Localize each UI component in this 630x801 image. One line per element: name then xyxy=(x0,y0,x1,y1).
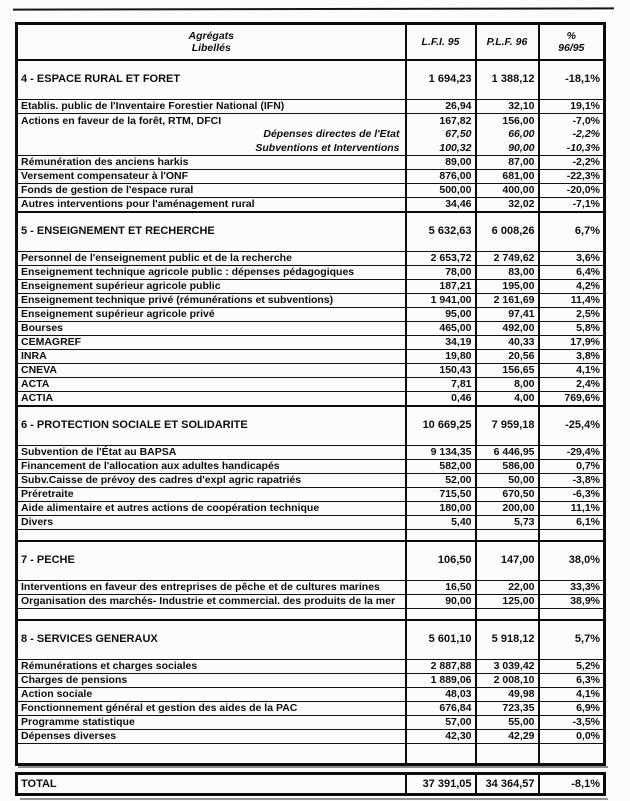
detail-row xyxy=(17,581,605,595)
detail-row xyxy=(17,702,605,716)
detail-row xyxy=(17,660,605,674)
row-lfi-value: 0,46 xyxy=(406,392,476,406)
row-plf-value: 66,00 xyxy=(476,128,539,142)
row-pct-value: 11,4% xyxy=(539,294,605,308)
section-title: 5 - ENSEIGNEMENT ET RECHERCHE xyxy=(17,212,406,252)
row-plf-value: 83,00 xyxy=(476,266,539,280)
row-lfi-value: 582,00 xyxy=(406,460,476,474)
budget-table-header xyxy=(17,24,605,60)
empty-cell xyxy=(406,744,476,765)
row-lfi-value: 100,32 xyxy=(406,142,476,156)
row-pct-value: 19,1% xyxy=(539,100,605,114)
row-plf-value: 22,00 xyxy=(476,581,539,595)
empty-cell xyxy=(539,744,605,765)
row-pct-value: -20,0% xyxy=(539,184,605,198)
row-lfi-value: 26,94 xyxy=(406,100,476,114)
row-pct-value: 0,0% xyxy=(539,730,605,744)
row-pct-value: 38,9% xyxy=(539,595,605,609)
section-pct-value: 5,7% xyxy=(539,620,605,660)
row-lfi-value: 7,81 xyxy=(406,378,476,392)
row-plf-value: 42,29 xyxy=(476,730,539,744)
detail-row xyxy=(17,184,605,198)
column-header-lfi-95: L.F.I. 95 xyxy=(406,24,476,60)
empty-cell xyxy=(476,744,539,765)
section-lfi-value: 5 601,10 xyxy=(406,620,476,660)
row-pct-value: -3,5% xyxy=(539,716,605,730)
spacer-cell xyxy=(17,530,406,541)
row-lfi-value: 95,00 xyxy=(406,308,476,322)
row-lfi-value: 876,00 xyxy=(406,170,476,184)
detail-row xyxy=(17,322,605,336)
section-plf-value: 1 388,12 xyxy=(476,60,539,100)
row-lfi-value: 34,46 xyxy=(406,198,476,212)
row-label: ACTA xyxy=(17,378,406,392)
row-plf-value: 156,65 xyxy=(476,364,539,378)
detail-row xyxy=(17,516,605,530)
spacer-row xyxy=(17,609,605,620)
row-lfi-value: 67,50 xyxy=(406,128,476,142)
row-plf-value: 723,35 xyxy=(476,702,539,716)
row-pct-value: 4,1% xyxy=(539,688,605,702)
row-pct-value: 2,4% xyxy=(539,378,605,392)
row-pct-value: 6,1% xyxy=(539,516,605,530)
section-header-row xyxy=(17,620,605,660)
row-label: Dépenses diverses xyxy=(17,730,406,744)
row-label: Charges de pensions xyxy=(17,674,406,688)
row-lfi-value: 2 887,88 xyxy=(406,660,476,674)
row-pct-value: 769,6% xyxy=(539,392,605,406)
row-label: Subv.Caisse de prévoy des cadres d'expl agric rapatriés xyxy=(17,474,406,488)
section-title: 6 - PROTECTION SOCIALE ET SOLIDARITE xyxy=(17,406,406,446)
spacer-cell xyxy=(406,609,476,620)
row-plf-value: 40,33 xyxy=(476,336,539,350)
row-pct-value: -6,3% xyxy=(539,488,605,502)
row-label: Versement compensateur à l'ONF xyxy=(17,170,406,184)
row-plf-value: 6 446,95 xyxy=(476,446,539,460)
row-label: INRA xyxy=(17,350,406,364)
budget-table xyxy=(15,22,606,766)
detail-row xyxy=(17,460,605,474)
row-label: CNEVA xyxy=(17,364,406,378)
section-plf-value: 6 008,26 xyxy=(476,212,539,252)
row-pct-value: -7,0% xyxy=(539,114,605,128)
row-plf-value: 586,00 xyxy=(476,460,539,474)
row-plf-value: 20,56 xyxy=(476,350,539,364)
detail-row xyxy=(17,280,605,294)
total-lfi-value: 37 391,05 xyxy=(406,774,476,795)
row-label: Rémunérations et charges sociales xyxy=(17,660,406,674)
row-pct-value: 3,6% xyxy=(539,252,605,266)
row-plf-value: 2 749,62 xyxy=(476,252,539,266)
detail-row xyxy=(17,502,605,516)
empty-cell xyxy=(17,744,406,765)
total-plf-value: 34 364,57 xyxy=(476,774,539,795)
row-lfi-value: 78,00 xyxy=(406,266,476,280)
row-label: Dépenses directes de l'Etat xyxy=(17,128,406,142)
row-plf-value: 32,10 xyxy=(476,100,539,114)
row-pct-value: -2,2% xyxy=(539,156,605,170)
row-label: Fonctionnement général et gestion des aides de la PAC xyxy=(17,702,406,716)
row-label: Subventions et Interventions xyxy=(17,142,406,156)
detail-row xyxy=(17,716,605,730)
row-label: Enseignement supérieur agricole public xyxy=(17,280,406,294)
scan-artifact-mid-line xyxy=(18,766,608,768)
row-plf-value: 5,73 xyxy=(476,516,539,530)
row-label: Actions en faveur de la forêt, RTM, DFCI xyxy=(17,114,406,128)
row-label: Aide alimentaire et autres actions de coopération technique xyxy=(17,502,406,516)
section-pct-value: 6,7% xyxy=(539,212,605,252)
row-pct-value: 11,1% xyxy=(539,502,605,516)
row-lfi-value: 2 653,72 xyxy=(406,252,476,266)
column-header-plf-96: P.L.F. 96 xyxy=(476,24,539,60)
row-lfi-value: 715,50 xyxy=(406,488,476,502)
row-label: Divers xyxy=(17,516,406,530)
row-pct-value: -2,2% xyxy=(539,128,605,142)
row-lfi-value: 52,00 xyxy=(406,474,476,488)
row-pct-value: -7,1% xyxy=(539,198,605,212)
row-lfi-value: 180,00 xyxy=(406,502,476,516)
detail-row xyxy=(17,488,605,502)
row-lfi-value: 1 941,00 xyxy=(406,294,476,308)
row-plf-value: 4,00 xyxy=(476,392,539,406)
row-lfi-value: 500,00 xyxy=(406,184,476,198)
spacer-cell xyxy=(17,609,406,620)
section-pct-value: -25,4% xyxy=(539,406,605,446)
detail-row xyxy=(17,100,605,114)
row-lfi-value: 1 889,06 xyxy=(406,674,476,688)
row-pct-value: 6,9% xyxy=(539,702,605,716)
section-lfi-value: 5 632,63 xyxy=(406,212,476,252)
section-lfi-value: 1 694,23 xyxy=(406,60,476,100)
detail-row xyxy=(17,294,605,308)
spacer-cell xyxy=(406,530,476,541)
row-label: Rémunération des anciens harkis xyxy=(17,156,406,170)
section-lfi-value: 10 669,25 xyxy=(406,406,476,446)
row-lfi-value: 89,00 xyxy=(406,156,476,170)
row-label: Subvention de l'État au BAPSA xyxy=(17,446,406,460)
row-lfi-value: 187,21 xyxy=(406,280,476,294)
row-label: Autres interventions pour l'aménagement rural xyxy=(17,198,406,212)
row-label: Enseignement supérieur agricole privé xyxy=(17,308,406,322)
row-plf-value: 156,00 xyxy=(476,114,539,128)
row-plf-value: 32,02 xyxy=(476,198,539,212)
row-lfi-value: 9 134,35 xyxy=(406,446,476,460)
detail-row xyxy=(17,378,605,392)
row-pct-value: 6,3% xyxy=(539,674,605,688)
total-table xyxy=(15,772,606,796)
row-pct-value: -3,8% xyxy=(539,474,605,488)
detail-row xyxy=(17,252,605,266)
row-lfi-value: 48,03 xyxy=(406,688,476,702)
row-plf-value: 492,00 xyxy=(476,322,539,336)
row-plf-value: 97,41 xyxy=(476,308,539,322)
row-plf-value: 3 039,42 xyxy=(476,660,539,674)
row-plf-value: 55,00 xyxy=(476,716,539,730)
row-lfi-value: 42,30 xyxy=(406,730,476,744)
row-pct-value: 5,2% xyxy=(539,660,605,674)
budget-table-body xyxy=(17,60,605,765)
section-pct-value: -18,1% xyxy=(539,60,605,100)
section-plf-value: 7 959,18 xyxy=(476,406,539,446)
row-plf-value: 50,00 xyxy=(476,474,539,488)
row-label: Fonds de gestion de l'espace rural xyxy=(17,184,406,198)
sub-detail-row xyxy=(17,142,605,156)
row-plf-value: 195,00 xyxy=(476,280,539,294)
scan-artifact-bottom-line xyxy=(20,798,608,800)
row-pct-value: 4,1% xyxy=(539,364,605,378)
spacer-row xyxy=(17,530,605,541)
row-pct-value: -29,4% xyxy=(539,446,605,460)
row-pct-value: 6,4% xyxy=(539,266,605,280)
row-pct-value: 17,9% xyxy=(539,336,605,350)
row-plf-value: 681,00 xyxy=(476,170,539,184)
detail-row xyxy=(17,392,605,406)
row-lfi-value: 5,40 xyxy=(406,516,476,530)
spacer-cell xyxy=(539,609,605,620)
section-title: 7 - PECHE xyxy=(17,541,406,581)
detail-row xyxy=(17,308,605,322)
row-pct-value: -22,3% xyxy=(539,170,605,184)
row-lfi-value: 150,43 xyxy=(406,364,476,378)
scan-artifact-top-line xyxy=(13,7,614,10)
row-label: ACTIA xyxy=(17,392,406,406)
spacer-cell xyxy=(476,609,539,620)
detail-row xyxy=(17,474,605,488)
row-label: Personnel de l'enseignement public et de la recherche xyxy=(17,252,406,266)
detail-row xyxy=(17,364,605,378)
section-pct-value: 38,0% xyxy=(539,541,605,581)
row-pct-value: 2,5% xyxy=(539,308,605,322)
detail-row xyxy=(17,595,605,609)
row-lfi-value: 90,00 xyxy=(406,595,476,609)
row-pct-value: 5,8% xyxy=(539,322,605,336)
row-label: Etablis. public de l'Inventaire Forestier National (IFN) xyxy=(17,100,406,114)
row-plf-value: 8,00 xyxy=(476,378,539,392)
row-lfi-value: 16,50 xyxy=(406,581,476,595)
row-pct-value: 3,8% xyxy=(539,350,605,364)
section-lfi-value: 106,50 xyxy=(406,541,476,581)
total-label: TOTAL xyxy=(17,774,406,795)
section-header-row xyxy=(17,60,605,100)
section-plf-value: 147,00 xyxy=(476,541,539,581)
header-row xyxy=(17,24,605,60)
header-agregats-label: Agrégats xyxy=(188,29,234,42)
empty-closing-row xyxy=(17,744,605,765)
row-plf-value: 90,00 xyxy=(476,142,539,156)
row-plf-value: 670,50 xyxy=(476,488,539,502)
row-label: Organisation des marchés- Industrie et commercial. des produits de la mer xyxy=(17,595,406,609)
sub-detail-row xyxy=(17,128,605,142)
row-label: Enseignement technique privé (rémunérations et subventions) xyxy=(17,294,406,308)
header-libelles-label: Libellés xyxy=(191,41,231,54)
section-title: 4 - ESPACE RURAL ET FORET xyxy=(17,60,406,100)
row-plf-value: 125,00 xyxy=(476,595,539,609)
row-pct-value: 4,2% xyxy=(539,280,605,294)
row-plf-value: 2 161,69 xyxy=(476,294,539,308)
row-pct-value: 0,7% xyxy=(539,460,605,474)
row-lfi-value: 19,80 xyxy=(406,350,476,364)
row-label: Bourses xyxy=(17,322,406,336)
detail-row xyxy=(17,674,605,688)
row-lfi-value: 167,82 xyxy=(406,114,476,128)
row-pct-value: -10,3% xyxy=(539,142,605,156)
detail-row xyxy=(17,350,605,364)
detail-row xyxy=(17,198,605,212)
row-lfi-value: 57,00 xyxy=(406,716,476,730)
total-pct-value: -8,1% xyxy=(539,774,605,795)
row-plf-value: 87,00 xyxy=(476,156,539,170)
detail-row xyxy=(17,446,605,460)
row-label: Financement de l'allocation aux adultes handicapés xyxy=(17,460,406,474)
section-header-row xyxy=(17,541,605,581)
section-title: 8 - SERVICES GENERAUX xyxy=(17,620,406,660)
section-header-row xyxy=(17,212,605,252)
row-lfi-value: 465,00 xyxy=(406,322,476,336)
detail-row xyxy=(17,688,605,702)
detail-row xyxy=(17,266,605,280)
row-lfi-value: 676,84 xyxy=(406,702,476,716)
total-row xyxy=(17,774,605,795)
row-plf-value: 49,98 xyxy=(476,688,539,702)
row-plf-value: 2 008,10 xyxy=(476,674,539,688)
detail-row xyxy=(17,336,605,350)
row-pct-value: 33,3% xyxy=(539,581,605,595)
column-header-pct-96-95 xyxy=(539,24,605,60)
column-header-agregats-libelles xyxy=(17,24,406,60)
detail-row xyxy=(17,114,605,128)
detail-row xyxy=(17,170,605,184)
row-label: Enseignement technique agricole public : dépenses pédagogiques xyxy=(17,266,406,280)
row-lfi-value: 34,19 xyxy=(406,336,476,350)
section-plf-value: 5 918,12 xyxy=(476,620,539,660)
section-header-row xyxy=(17,406,605,446)
row-label: Préretraite xyxy=(17,488,406,502)
detail-row xyxy=(17,156,605,170)
spacer-cell xyxy=(476,530,539,541)
row-label: Action sociale xyxy=(17,688,406,702)
row-label: Programme statistique xyxy=(17,716,406,730)
spacer-cell xyxy=(539,530,605,541)
row-label: Interventions en faveur des entreprises de pêche et de cultures marines xyxy=(17,581,406,595)
row-label: CEMAGREF xyxy=(17,336,406,350)
header-pct-ratio: 96/95 xyxy=(558,41,585,54)
row-plf-value: 400,00 xyxy=(476,184,539,198)
row-plf-value: 200,00 xyxy=(476,502,539,516)
header-pct-symbol: % xyxy=(566,29,576,42)
detail-row xyxy=(17,730,605,744)
